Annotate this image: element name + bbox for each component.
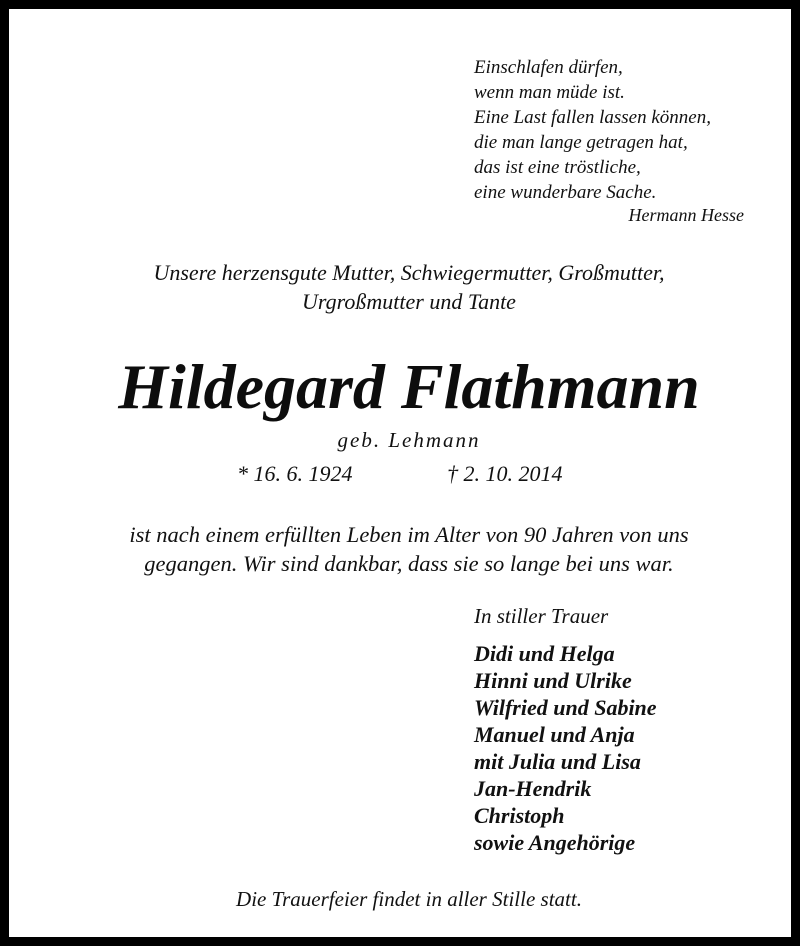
poem <box>474 55 711 205</box>
death-date: † 2. 10. 2014 <box>447 461 563 486</box>
statement-line: ist nach einem erfüllten Leben im Alter von 90 Jahren von uns <box>129 522 689 547</box>
mourner-name: Christoph <box>474 803 565 828</box>
deceased-name: Hildegard Flathmann <box>118 351 700 422</box>
intro-line: Unsere herzensgute Mutter, Schwiegermutter, Großmutter, <box>153 260 665 285</box>
birth-date: * 16. 6. 1924 <box>237 461 353 486</box>
poem-line: das ist eine tröstliche, <box>474 157 641 178</box>
statement-text <box>9 520 800 578</box>
intro-line: Urgroßmutter und Tante <box>302 289 516 314</box>
maiden-name: geb. Lehmann <box>337 428 481 452</box>
poem-line: Eine Last fallen lassen können, <box>474 107 711 128</box>
mourner-name: Didi und Helga <box>474 641 615 666</box>
poem-line: eine wunderbare Sache. <box>474 182 657 203</box>
poem-line: die man lange getragen hat, <box>474 132 688 153</box>
mourning-heading: In stiller Trauer <box>474 604 609 628</box>
mourner-name: sowie Angehörige <box>474 830 636 855</box>
mourner-name: Wilfried und Sabine <box>474 695 657 720</box>
mourners-list <box>474 640 657 856</box>
closing-note: Die Trauerfeier findet in aller Stille statt. <box>236 887 582 911</box>
poem-author: Hermann Hesse <box>628 205 744 225</box>
mourner-name: mit Julia und Lisa <box>474 749 641 774</box>
mourner-name: Hinni und Ulrike <box>474 668 632 693</box>
statement-line: gegangen. Wir sind dankbar, dass sie so lange bei uns war. <box>144 551 674 576</box>
mourner-name: Jan-Hendrik <box>474 776 592 801</box>
mourner-name: Manuel und Anja <box>474 722 635 747</box>
poem-line: Einschlafen dürfen, <box>474 57 623 78</box>
poem-line: wenn man müde ist. <box>474 82 625 103</box>
intro-text <box>9 258 800 316</box>
